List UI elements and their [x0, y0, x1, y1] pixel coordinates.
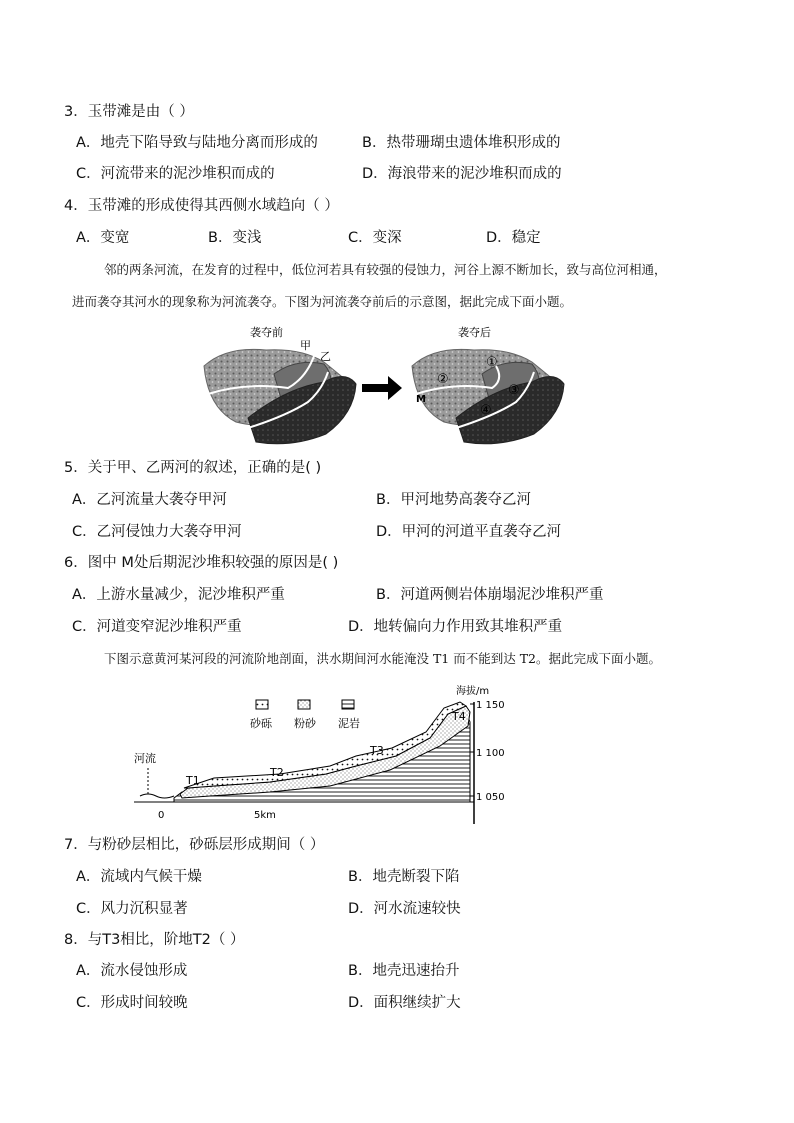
- tick-1050: 1 050: [476, 792, 505, 803]
- terrace-t2-label: T2: [270, 766, 284, 779]
- passage1-line2: 进而袭夺其河水的现象称为河流袭夺。下图为河流袭夺前后的示意图，据此完成下面小题。: [72, 294, 573, 309]
- before-block: [204, 349, 356, 443]
- legend-silt-swatch: [298, 700, 310, 709]
- q6-option-b[interactable]: B．河道两侧岩体崩塌泥沙堆积严重: [376, 587, 604, 603]
- q3-option-d[interactable]: D．海浪带来的泥沙堆积而成的: [362, 166, 562, 182]
- marker-m-label: M: [416, 394, 426, 405]
- q4-stem: 4．玉带滩的形成使得其西侧水域趋向（ ）: [64, 198, 339, 214]
- q5-option-a[interactable]: A．乙河流量大袭夺甲河: [72, 492, 227, 508]
- terrace-profile-figure: [130, 682, 505, 828]
- point-3-marker: ③: [508, 383, 520, 398]
- river-jia-label: 甲: [300, 339, 311, 352]
- q8-stem: 8．与T3相比，阶地T2（ ）: [64, 932, 245, 948]
- point-1-marker: ①: [486, 355, 498, 370]
- q7-stem: 7．与粉砂层相比，砂砾层形成期间（ ）: [64, 837, 325, 853]
- terrace-t1-label: T1: [186, 774, 200, 787]
- terrace-t3-label: T3: [370, 744, 384, 757]
- q3-option-b[interactable]: B．热带珊瑚虫遗体堆积形成的: [362, 135, 561, 151]
- passage2-line1: 下图示意黄河某河段的河流阶地剖面，洪水期间河水能淹没 T1 而不能到达 T2。据此完成下面小题。: [104, 651, 662, 666]
- x-label-5km: 5km: [254, 810, 276, 821]
- before-label: 袭夺前: [250, 326, 283, 339]
- q8-option-b[interactable]: B．地壳迅速抬升: [348, 963, 460, 979]
- river-capture-figure: [196, 318, 568, 448]
- q4-option-c[interactable]: C．变深: [348, 230, 402, 246]
- right-arrow-icon: [362, 376, 402, 400]
- point-4-marker: ④: [480, 403, 492, 418]
- q6-stem: 6．图中 M处后期泥沙堆积较强的原因是( ): [64, 555, 339, 571]
- q5-option-d[interactable]: D．甲河的河道平直袭夺乙河: [376, 524, 562, 540]
- passage1-line1: 邻的两条河流，在发育的过程中，低位河若具有较强的侵蚀力，河谷上源不断加长，致与高位河相通，: [104, 262, 667, 277]
- q3-option-c[interactable]: C．河流带来的泥沙堆积而成的: [76, 166, 275, 182]
- after-label: 袭夺后: [458, 326, 491, 339]
- q5-option-b[interactable]: B．甲河地势高袭夺乙河: [376, 492, 531, 508]
- q5-stem: 5．关于甲、乙两河的叙述，正确的是( ): [64, 460, 322, 476]
- river-yi-label: 乙: [320, 350, 331, 363]
- q4-option-a[interactable]: A．变宽: [76, 230, 130, 246]
- q4-option-b[interactable]: B．变浅: [208, 230, 262, 246]
- q6-option-a[interactable]: A．上游水量减少，泥沙堆积严重: [72, 587, 285, 603]
- legend-silt-label: 粉砂: [294, 717, 316, 730]
- tick-1150: 1 150: [476, 700, 505, 711]
- q7-option-c[interactable]: C．风力沉积显著: [76, 901, 188, 917]
- legend: [250, 700, 360, 730]
- terrace-t4-label: T4: [452, 710, 466, 723]
- tick-1100: 1 100: [476, 748, 505, 759]
- axis-title: 海拔/m: [456, 686, 490, 697]
- q6-option-c[interactable]: C．河道变窄泥沙堆积严重: [72, 619, 242, 635]
- point-2-marker: ②: [437, 372, 449, 387]
- legend-gravel-swatch: [256, 700, 268, 709]
- q3-stem: 3．玉带滩是由（ ）: [64, 104, 194, 120]
- q4-option-d[interactable]: D．稳定: [486, 230, 541, 246]
- q6-option-d[interactable]: D．地转偏向力作用致其堆积严重: [348, 619, 563, 635]
- q5-option-c[interactable]: C．乙河侵蚀力大袭夺甲河: [72, 524, 242, 540]
- legend-mudstone-swatch: [342, 700, 354, 709]
- legend-gravel-label: 砂砾: [250, 717, 272, 730]
- x-label-0: 0: [158, 810, 165, 821]
- q8-option-c[interactable]: C．形成时间较晚: [76, 995, 188, 1011]
- q7-option-d[interactable]: D．河水流速较快: [348, 901, 461, 917]
- q8-option-d[interactable]: D．面积继续扩大: [348, 995, 461, 1011]
- legend-mudstone-label: 泥岩: [338, 717, 360, 730]
- q3-option-a[interactable]: A．地壳下陷导致与陆地分离而形成的: [76, 135, 318, 151]
- q7-option-a[interactable]: A．流域内气候干燥: [76, 869, 202, 885]
- q8-option-a[interactable]: A．流水侵蚀形成: [76, 963, 188, 979]
- q7-option-b[interactable]: B．地壳断裂下陷: [348, 869, 460, 885]
- river-label: 河流: [134, 752, 156, 765]
